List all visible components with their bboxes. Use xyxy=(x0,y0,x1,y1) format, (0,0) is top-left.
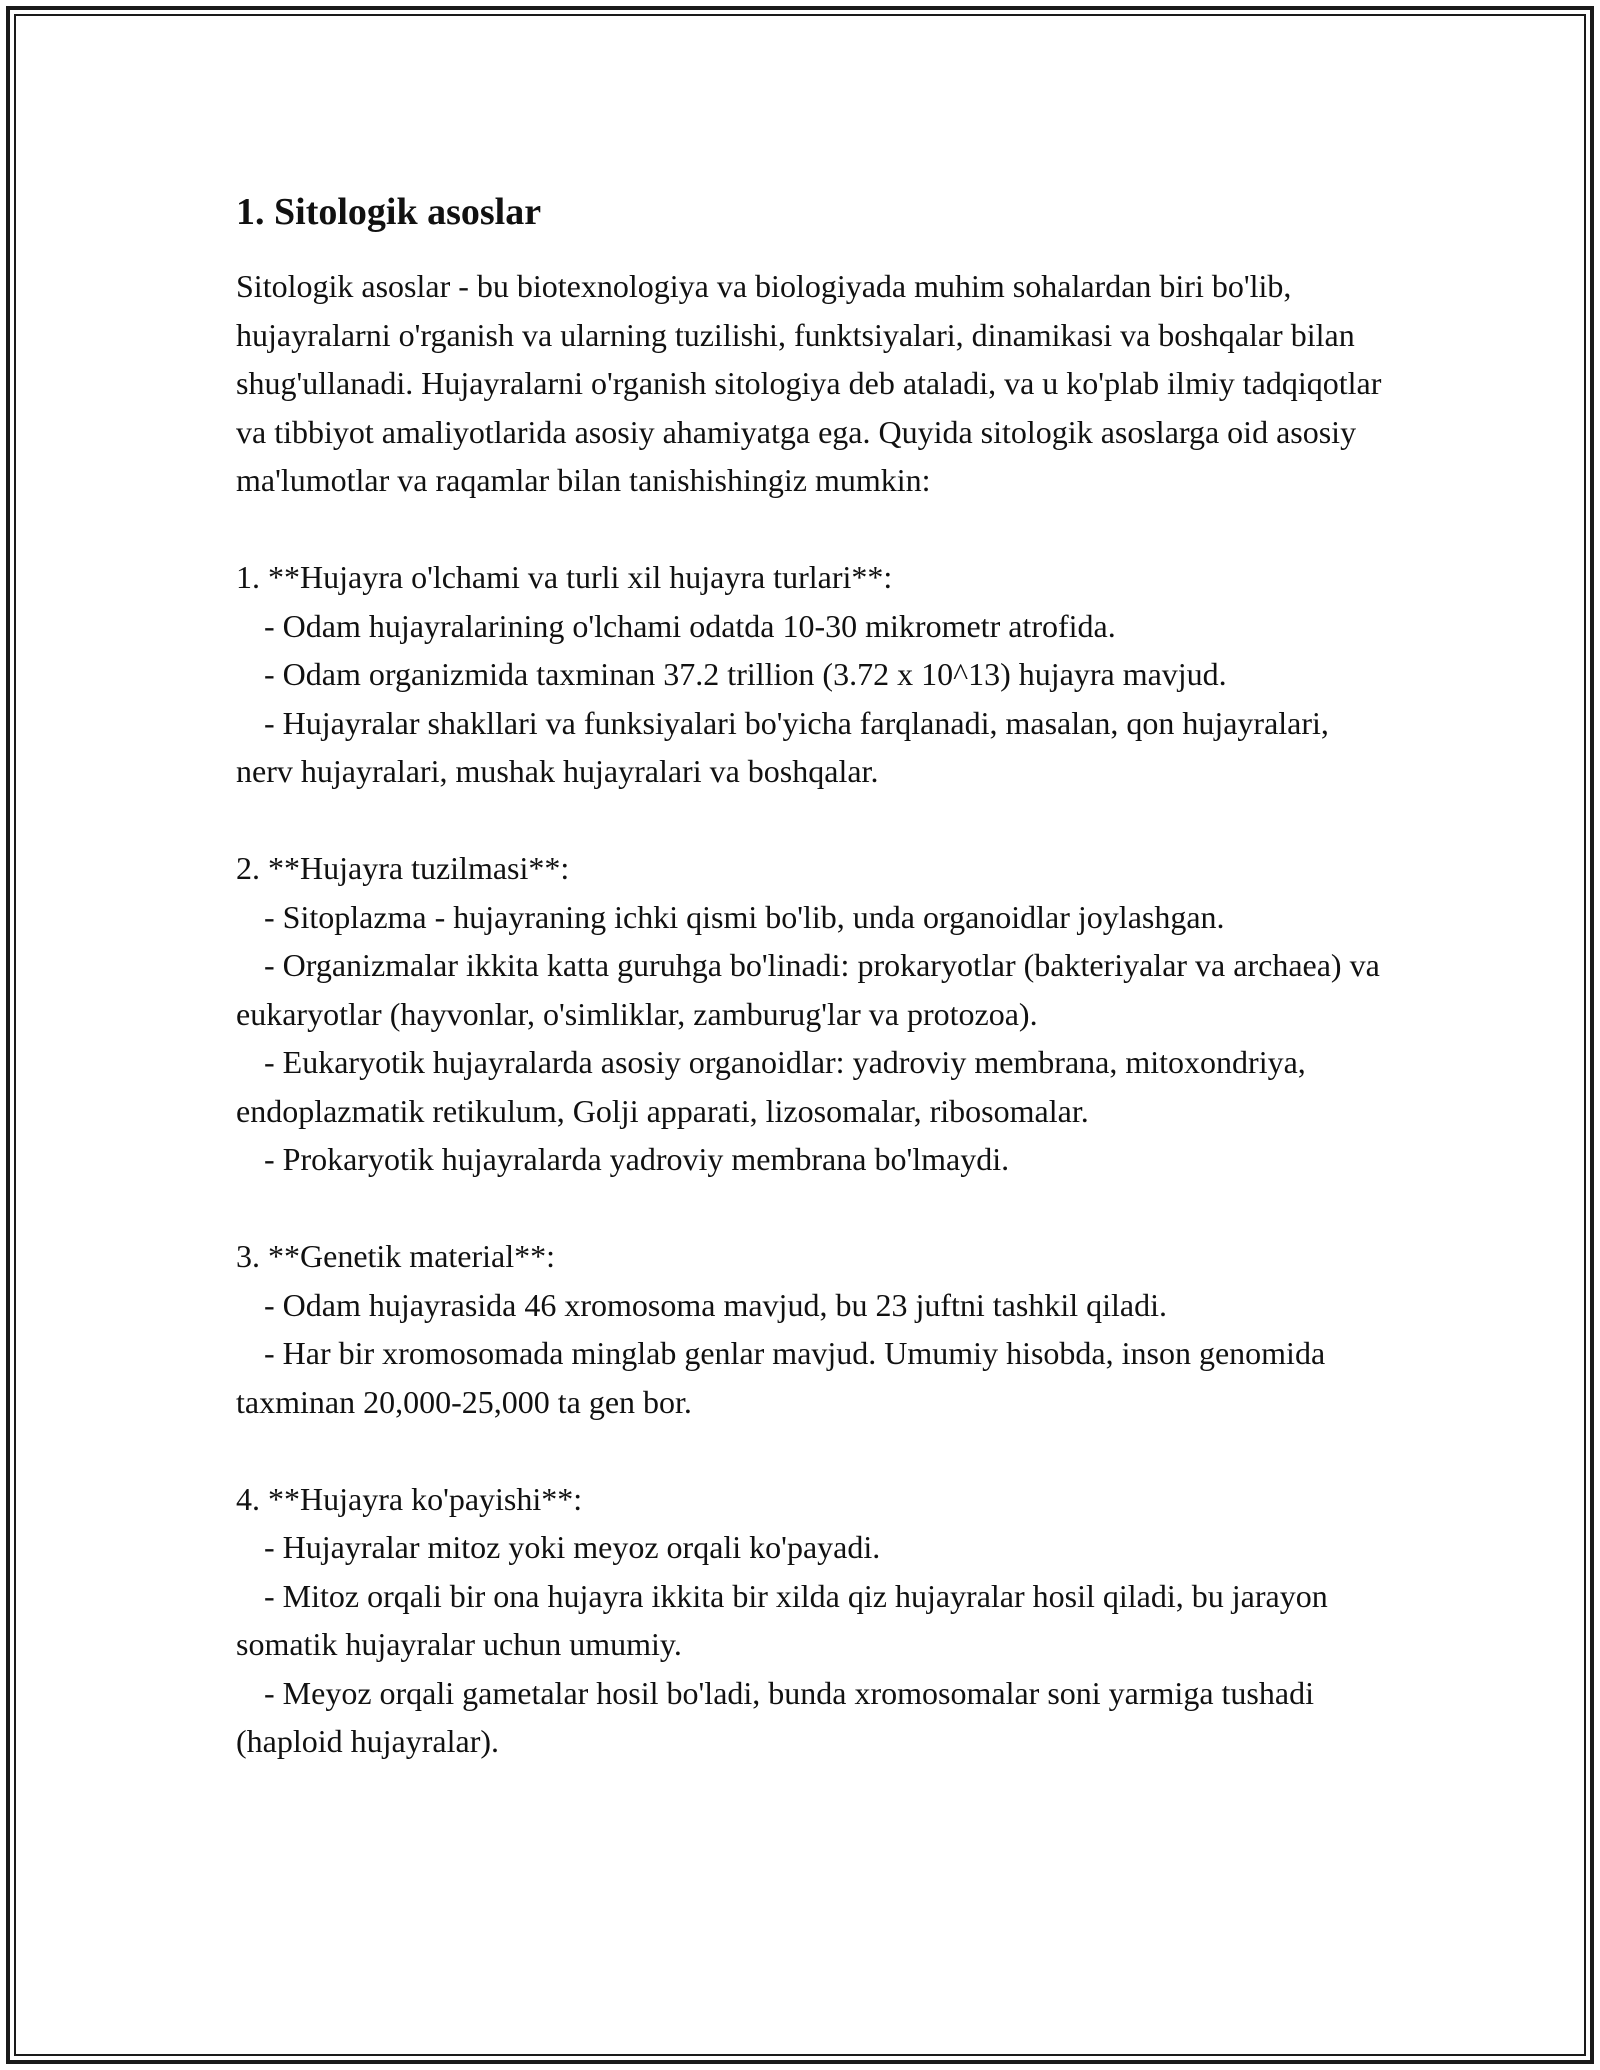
list-item: - Sitoplazma - hujayraning ichki qismi bo'lib, unda organoidlar joylashgan. xyxy=(264,898,1225,935)
section-title: 3. **Genetik material**: xyxy=(236,1238,556,1274)
list-item: - Organizmalar ikkita katta guruhga bo'linadi: prokaryotlar (bakteriyalar va archaea) va eukaryotlar (hayvonlar, o'simliklar, zamburug'lar va protozoa). xyxy=(236,947,1380,1032)
intro-paragraph: Sitologik asoslar - bu biotexnologiya va biologiyada muhim sohalardan biri bo'lib, hujayralarni o'rganish va ularning tuzilishi, funktsiyalari, dinamikasi va boshqalar bilan shug'ullanadi. Hujayralarni o'rganish sitologiya deb ataladi, va u ko'plab ilmiy tadqiqotlar va tibbiyot amaliyotlarida asosiy ahamiyatga ega. Quyida sitologik asoslarga oid asosiy ma'lumotlar va raqamlar bilan tanishishingiz mumkin: xyxy=(236,268,1382,498)
list-item: - Hujayralar mitoz yoki meyoz orqali ko'payadi. xyxy=(264,1529,881,1565)
list-item: - Har bir xromosomada minglab genlar mavjud. Umumiy hisobda, inson genomida taxminan 20,000-25,000 ta gen bor. xyxy=(236,1335,1326,1420)
section-cell-reproduction xyxy=(236,1475,1386,1766)
document-heading: 1. Sitologik asoslar xyxy=(236,191,542,233)
list-item: - Mitoz orqali bir ona hujayra ikkita bir xilda qiz hujayralar hosil qiladi, bu jarayon somatik hujayralar uchun umumiy. xyxy=(236,1577,1328,1662)
list-item: - Prokaryotik hujayralarda yadroviy membrana bo'lmaydi. xyxy=(264,1141,1010,1177)
list-item: - Odam hujayralarining o'lchami odatda 10-30 mikrometr atrofida. xyxy=(264,607,1116,644)
section-title: 1. **Hujayra o'lchami va turli xil hujayra turlari**: xyxy=(236,559,893,595)
section-cell-size xyxy=(236,553,1386,796)
list-item: - Hujayralar shakllari va funksiyalari bo'yicha farqlanadi, masalan, qon hujayralari, nerv hujayralari, mushak hujayralari va boshqalar. xyxy=(236,704,1329,789)
list-item: - Odam hujayrasida 46 xromosoma mavjud, bu 23 juftni tashkil qiladi. xyxy=(264,1286,1167,1323)
section-genetic-material xyxy=(236,1232,1386,1426)
section-title: 4. **Hujayra ko'payishi**: xyxy=(236,1480,583,1517)
list-item: - Odam organizmida taxminan 37.2 trillion (3.72 x 10^13) hujayra mavjud. xyxy=(264,656,1227,692)
section-title: 2. **Hujayra tuzilmasi**: xyxy=(236,850,570,886)
list-item: - Meyoz orqali gametalar hosil bo'ladi, bunda xromosomalar soni yarmiga tushadi (haploid hujayralar). xyxy=(236,1674,1314,1759)
document-body xyxy=(236,188,1386,1766)
list-item: - Eukaryotik hujayralarda asosiy organoidlar: yadroviy membrana, mitoxondriya, endoplazmatik retikulum, Golji apparati, lizosomalar, ribosomalar. xyxy=(236,1044,1306,1129)
section-cell-structure xyxy=(236,844,1386,1184)
